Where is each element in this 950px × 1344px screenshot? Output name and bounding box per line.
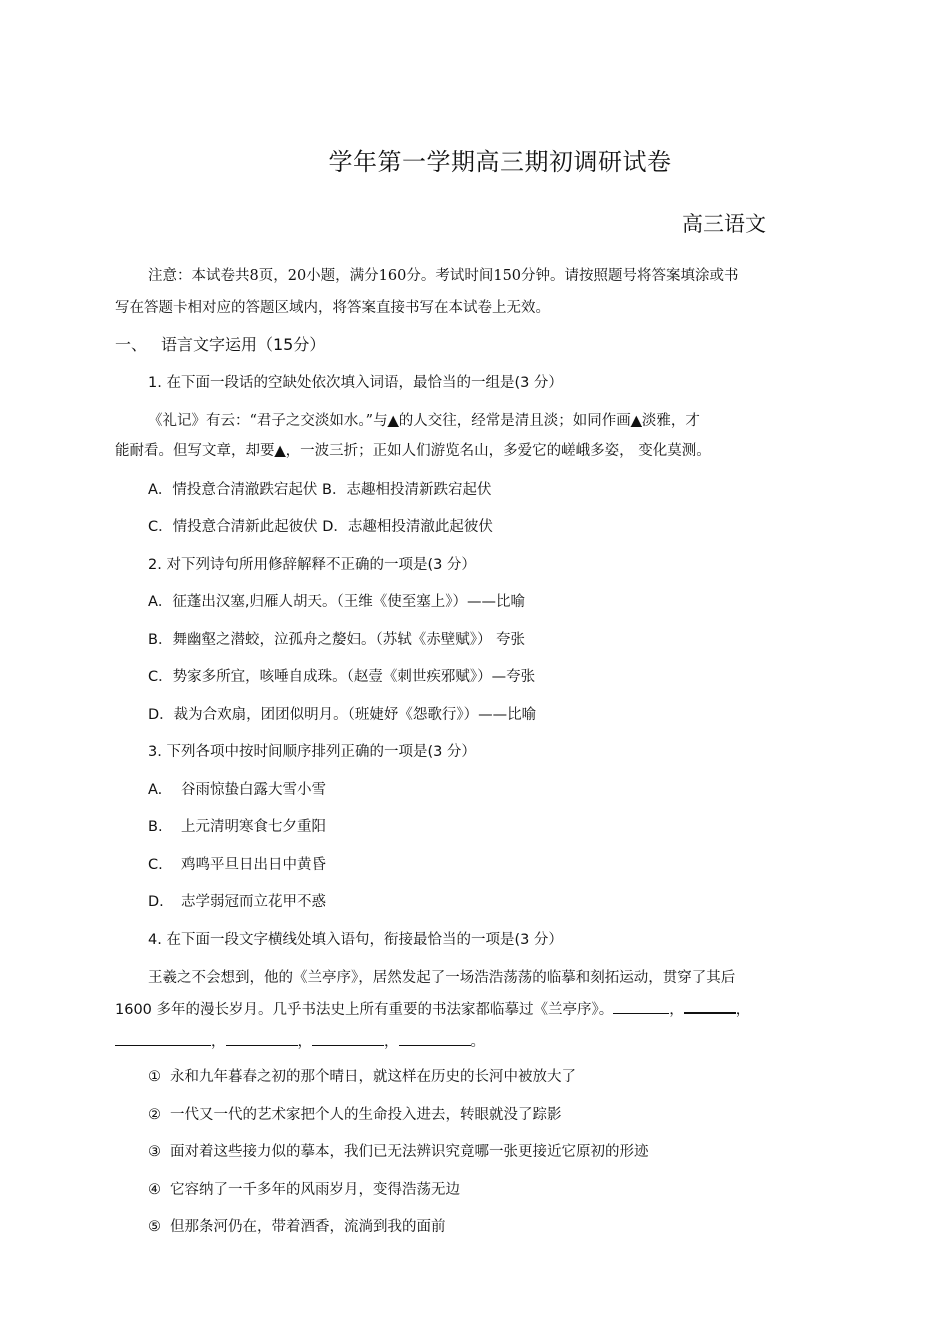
q4-passage-text: 1600 多年的漫长岁月。几乎书法史上所有重要的书法家都临摹过《兰亭序》。 xyxy=(115,1002,614,1018)
q3-option-b xyxy=(148,815,326,836)
q1-blank-mark-1: ▲ xyxy=(387,413,399,429)
q1-passage-text-a: 《礼记》有云：“君子之交淡如水。”与 xyxy=(148,413,388,429)
q2-option-d: D．裁为合欢扇，团团似明月。（班婕妤《怨歌行》）——比喻 xyxy=(148,707,537,723)
q3-option-d xyxy=(148,890,326,911)
q1-stem: 1. 在下面一段话的空缺处依次填入词语，最恰当的一组是(3 分） xyxy=(148,375,563,391)
q4-item-3 xyxy=(148,1140,649,1161)
notice-line-2: 写在答题卡相对应的答题区域内，将答案直接书写在本试卷上无效。 xyxy=(115,300,550,316)
q4-comma: ， xyxy=(735,1002,751,1018)
q2-option-a: A．征蓬出汉塞,归雁人胡天。（王维《使至塞上》）——比喻 xyxy=(148,594,526,610)
exam-title: 学年第一学期高三期初调研试卷 xyxy=(328,148,672,176)
q3-option-letter: C. xyxy=(148,857,163,873)
q3-option-c xyxy=(148,853,326,874)
q4-item-text: 但那条河仍在，带着酒香，流淌到我的面前 xyxy=(170,1219,446,1235)
notice-line-1: 注意：本试卷共8页，20小题，满分160分。考试时间150分钟。请按照题号将答案填涂或书 xyxy=(148,268,739,284)
q1-passage-text-b: 的人交往，经常是清且淡；如同作画 xyxy=(398,413,631,429)
section-number: 一、 xyxy=(115,335,148,354)
section-heading xyxy=(115,332,325,355)
q2-stem: 2. 对下列诗句所用修辞解释不正确的一项是(3 分） xyxy=(148,557,476,573)
q1-passage-text-d: 能耐看。但写文章，却要 xyxy=(115,443,275,459)
q1-blank-mark-2: ▲ xyxy=(630,413,642,429)
q2-option-c: C．势家多所宜，咳唾自成珠。（赵壹《刺世疾邪赋》）—夸张 xyxy=(148,669,536,685)
q3-option-letter: A. xyxy=(148,782,163,798)
q4-item-number: ① xyxy=(148,1069,161,1085)
q4-blank-5 xyxy=(312,1033,384,1046)
q3-option-text: 志学弱冠而立花甲不惑 xyxy=(181,894,326,910)
q3-option-letter: B. xyxy=(148,819,163,835)
q4-item-text: 它容纳了一千多年的风雨岁月，变得浩荡无边 xyxy=(170,1182,460,1198)
q3-option-a xyxy=(148,778,326,799)
q4-blank-4 xyxy=(226,1033,298,1046)
q4-passage-line-1: 王羲之不会想到，他的《兰亭序》，居然发起了一场浩浩荡荡的临摹和刻拓运动，贯穿了其后 xyxy=(148,970,736,986)
q4-passage-line-2 xyxy=(115,998,750,1019)
q3-stem: 3. 下列各项中按时间顺序排列正确的一项是(3 分） xyxy=(148,744,476,760)
q1-passage-line-2 xyxy=(115,439,711,460)
q4-blank-line xyxy=(115,1030,485,1051)
q4-comma: ， xyxy=(211,1034,226,1050)
q3-option-text: 鸡鸣平旦日出日中黄昏 xyxy=(181,857,326,873)
q4-item-text: 永和九年暮春之初的那个晴日，就这样在历史的长河中被放大了 xyxy=(170,1069,576,1085)
q1-blank-mark-3: ▲ xyxy=(274,443,286,459)
q4-comma: ， xyxy=(384,1034,399,1050)
q1-options-ab: A．情投意合清澈跌宕起伏 B．志趣相投清新跌宕起伏 xyxy=(148,482,492,498)
q3-option-text: 上元清明寒食七夕重阳 xyxy=(181,819,326,835)
q1-passage-line-1 xyxy=(148,409,700,430)
q2-option-b: B．舞幽壑之潜蛟，泣孤舟之嫠妇。（苏轼《赤壁赋》） 夸张 xyxy=(148,632,526,648)
q3-option-text: 谷雨惊蛰白露大雪小雪 xyxy=(181,782,326,798)
q4-comma: ， xyxy=(297,1034,312,1050)
q4-item-1 xyxy=(148,1065,576,1086)
q4-item-number: ② xyxy=(148,1107,161,1123)
q1-passage-text-e: ，一波三折；正如人们游览名山，多爱它的嵯峨多姿， 变化莫测。 xyxy=(285,443,711,459)
exam-subject: 高三语文 xyxy=(682,212,766,236)
q1-options-cd: C．情投意合清新此起彼伏 D．志趣相投清澈此起彼伏 xyxy=(148,519,493,535)
q4-blank-6 xyxy=(399,1033,471,1046)
q4-blank-1 xyxy=(613,1001,669,1014)
q4-period: 。 xyxy=(470,1034,485,1050)
q4-comma: ， xyxy=(669,1002,684,1018)
q4-item-5 xyxy=(148,1215,446,1236)
q4-item-4 xyxy=(148,1178,460,1199)
q4-item-number: ③ xyxy=(148,1144,161,1160)
q4-item-number: ⑤ xyxy=(148,1219,161,1235)
q4-blank-2 xyxy=(684,1000,736,1014)
q4-blank-3 xyxy=(115,1033,211,1046)
q4-item-number: ④ xyxy=(148,1182,161,1198)
q4-item-text: 一代又一代的艺术家把个人的生命投入进去，转眼就没了踪影 xyxy=(170,1107,562,1123)
q4-item-text: 面对着这些接力似的摹本，我们已无法辨识究竟哪一张更接近它原初的形迹 xyxy=(170,1144,649,1160)
q4-item-2 xyxy=(148,1103,562,1124)
q3-option-letter: D. xyxy=(148,894,164,910)
q1-passage-text-c: 淡雅，才 xyxy=(641,413,700,429)
q4-stem: 4. 在下面一段文字横线处填入语句，衔接最恰当的一项是(3 分） xyxy=(148,932,563,948)
section-title: 语言文字运用（15分） xyxy=(161,335,326,354)
